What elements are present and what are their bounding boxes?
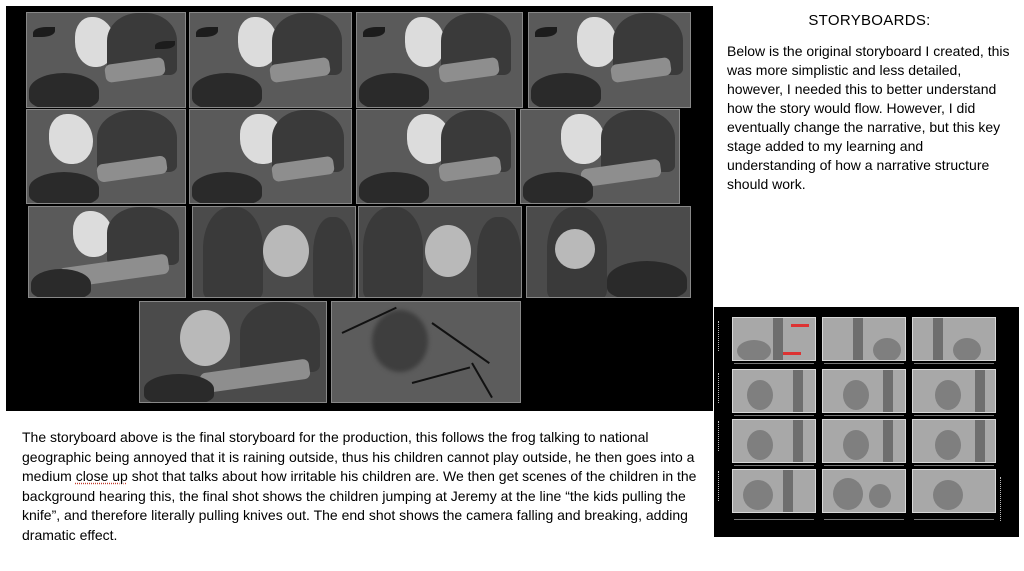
storyboard-frame-broken-camera <box>331 301 521 403</box>
sketch-caption-line <box>734 465 814 466</box>
sketch-side-notes <box>1000 477 1009 521</box>
storyboard-frame <box>520 109 680 204</box>
storyboard-description: Below is the original storyboard I created, this was more simplistic and less detailed, however, I needed this to better understand how the story would flow. However, I did eventually change the narrative, but this key stage added to my learning and understanding of how a narrative structure should work. <box>727 43 1010 192</box>
sketch-caption-line <box>734 415 814 416</box>
storyboard-frame <box>358 206 522 298</box>
sketch-frame <box>912 419 996 463</box>
storyboard-frame <box>26 12 186 108</box>
storyboard-frame <box>192 206 356 298</box>
final-storyboard <box>6 6 713 411</box>
sketch-frame <box>822 317 906 361</box>
sketch-caption-line <box>824 519 904 520</box>
storyboard-frame <box>189 12 352 108</box>
sketch-caption-line <box>734 519 814 520</box>
sketch-frame <box>732 419 816 463</box>
caption-text: shot that talks about how irritable his children are. We then get scenes of the children in the background hearing this, the final shot shows the children jumping at Jeremy at the line “the kids pulling the knife”, and therefore literally pulling knives out. The end shot shows the camera falling and breaking, adding dramatic effect. <box>22 468 697 543</box>
sketch-caption-line <box>914 363 994 364</box>
sketch-caption-line <box>914 415 994 416</box>
sketch-frame <box>822 469 906 513</box>
storyboard-frame <box>26 109 186 204</box>
original-storyboard <box>714 307 1019 537</box>
sketch-frame <box>912 369 996 413</box>
sketch-frame <box>732 369 816 413</box>
frame-number-margin <box>718 321 727 351</box>
sketch-frame <box>732 469 816 513</box>
storyboard-frame <box>356 12 523 108</box>
frame-number-margin <box>718 471 727 501</box>
frame-number-margin <box>718 421 727 451</box>
frame-number-margin <box>718 373 727 403</box>
sketch-caption-line <box>734 363 814 364</box>
caption-underlined-term: close up <box>75 468 128 484</box>
sketch-frame <box>822 419 906 463</box>
storyboard-frame <box>139 301 327 403</box>
sketch-caption-line <box>914 465 994 466</box>
storyboard-frame <box>356 109 516 204</box>
storyboard-frame <box>189 109 352 204</box>
sketch-frame <box>822 369 906 413</box>
storyboard-frame <box>526 206 691 298</box>
sketch-caption-line <box>914 519 994 520</box>
sketch-caption-line <box>824 465 904 466</box>
sketch-frame <box>912 469 996 513</box>
caption-text: The storyboard above is the final storyboard for the production, this follows the frog talking to national geographic being annoyed that it is raining outside, thus his children cannot play outside, he then goes into a medium <box>22 429 695 484</box>
storyboard-frame <box>528 12 691 108</box>
page-title: STORYBOARDS: <box>808 12 931 29</box>
sketch-caption-line <box>824 415 904 416</box>
sketch-frame <box>912 317 996 361</box>
sketch-caption-line <box>824 363 904 364</box>
final-storyboard-caption <box>22 428 702 545</box>
storyboard-frame <box>28 206 186 298</box>
sketch-frame <box>732 317 816 361</box>
